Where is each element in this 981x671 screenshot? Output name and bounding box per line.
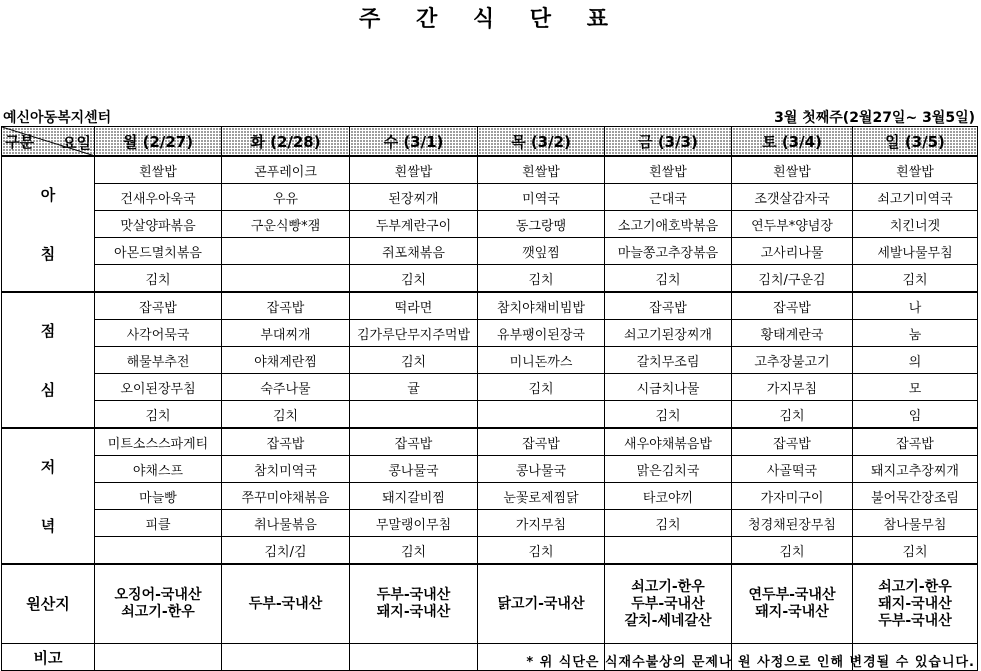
menu-cell: 조갯살감자국 — [732, 184, 853, 211]
origin-line: 돼지-국내산 — [755, 604, 829, 620]
menu-row — [2, 483, 978, 510]
menu-cell: 김치 — [605, 265, 732, 293]
menu-cell: 잡곡밥 — [222, 428, 350, 456]
menu-cell: 참치야채비빔밥 — [478, 292, 605, 320]
menu-cell: 흰쌀밥 — [853, 156, 978, 184]
menu-cell: 오이된장무침 — [95, 374, 222, 401]
menu-row — [2, 510, 978, 537]
menu-cell: 김치 — [95, 401, 222, 429]
origin-line: 돼지-국내산 — [878, 595, 952, 612]
menu-cell — [222, 265, 350, 293]
menu-cell: 야채스프 — [95, 456, 222, 483]
menu-cell: 김치 — [478, 374, 605, 401]
origin-line: 쇠고기-한우 — [121, 604, 195, 620]
origin-label: 원산지 — [2, 564, 95, 644]
weekly-menu-table — [1, 126, 978, 671]
day-header: 월 (2/27) — [95, 127, 222, 157]
meal-label-char: 저 — [40, 458, 56, 476]
menu-cell: 야채계란찜 — [222, 347, 350, 374]
meal-label-char: 침 — [40, 245, 56, 263]
menu-cell: 쇠고기미역국 — [853, 184, 978, 211]
menu-cell: 해물부추전 — [95, 347, 222, 374]
menu-cell: 흰쌀밥 — [95, 156, 222, 184]
menu-cell: 가지무침 — [732, 374, 853, 401]
day-header: 금 (3/3) — [605, 127, 732, 157]
page-title: 주 간 식 단 표 — [359, 7, 622, 32]
note-label: 비고 — [2, 644, 95, 671]
menu-cell: 타코야끼 — [605, 483, 732, 510]
meal-label — [2, 292, 95, 428]
menu-cell: 두부계란구이 — [350, 211, 478, 238]
origin-cell — [605, 564, 732, 644]
menu-cell: 시금치나물 — [605, 374, 732, 401]
menu-cell: 잡곡밥 — [95, 292, 222, 320]
menu-cell: 눔 — [853, 320, 978, 347]
menu-cell: 돼지고추장찌개 — [853, 456, 978, 483]
menu-row — [2, 184, 978, 211]
menu-cell: 잡곡밥 — [605, 292, 732, 320]
menu-cell: 치킨너겟 — [853, 211, 978, 238]
menu-cell: 유부팽이된장국 — [478, 320, 605, 347]
menu-row — [2, 374, 978, 401]
corner-header — [2, 127, 95, 157]
day-header: 목 (3/2) — [478, 127, 605, 157]
menu-cell: 마늘빵 — [95, 483, 222, 510]
menu-cell: 흰쌀밥 — [478, 156, 605, 184]
origin-line: 두부-국내산 — [248, 595, 323, 612]
menu-cell: 갈치무조림 — [605, 347, 732, 374]
menu-cell: 마늘쫑고추장볶음 — [605, 238, 732, 265]
menu-row — [2, 347, 978, 374]
origin-cell — [95, 564, 222, 644]
menu-cell: 콩나물국 — [478, 456, 605, 483]
menu-cell: 깻잎찜 — [478, 238, 605, 265]
origin-cell — [478, 564, 605, 644]
menu-row — [2, 401, 978, 429]
menu-cell: 나 — [853, 292, 978, 320]
menu-cell: 쭈꾸미야채볶음 — [222, 483, 350, 510]
menu-cell: 건새우아욱국 — [95, 184, 222, 211]
note-cell — [95, 644, 222, 671]
menu-cell: 아몬드멸치볶음 — [95, 238, 222, 265]
note-cell — [222, 644, 350, 671]
menu-cell: 흰쌀밥 — [605, 156, 732, 184]
origin-line: 두부-국내산 — [878, 612, 952, 629]
origin-line: 두부-국내산 — [631, 595, 705, 612]
menu-cell: 잡곡밥 — [478, 428, 605, 456]
menu-cell: 부대찌개 — [222, 320, 350, 347]
day-header: 일 (3/5) — [853, 127, 978, 157]
menu-cell: 쥐포채볶음 — [350, 238, 478, 265]
menu-cell: 김치 — [732, 537, 853, 565]
menu-cell: 맑은김치국 — [605, 456, 732, 483]
menu-cell: 가자미구이 — [732, 483, 853, 510]
origin-line: 오징어-국내산 — [114, 587, 202, 603]
day-header: 화 (2/28) — [222, 127, 350, 157]
menu-cell: 우유 — [222, 184, 350, 211]
header-row — [2, 127, 978, 157]
origin-cell — [222, 564, 350, 644]
meal-label — [2, 156, 95, 292]
menu-cell: 김치 — [732, 401, 853, 429]
meal-label-char: 점 — [40, 322, 56, 340]
menu-cell: 미니돈까스 — [478, 347, 605, 374]
menu-cell: 떡라면 — [350, 292, 478, 320]
menu-cell — [222, 238, 350, 265]
meal-label — [2, 428, 95, 564]
menu-cell: 흰쌀밥 — [350, 156, 478, 184]
day-header: 수 (3/1) — [350, 127, 478, 157]
menu-cell: 잡곡밥 — [853, 428, 978, 456]
menu-cell: 잡곡밥 — [732, 428, 853, 456]
menu-cell: 김치 — [853, 265, 978, 293]
menu-cell: 쇠고기된장찌개 — [605, 320, 732, 347]
footnote: * 위 식단은 식재수불상의 문제나 원 사정으로 인해 변경될 수 있습니다. — [526, 655, 975, 670]
menu-cell: 동그랑땡 — [478, 211, 605, 238]
menu-cell: 숙주나물 — [222, 374, 350, 401]
menu-cell: 새우야채볶음밥 — [605, 428, 732, 456]
menu-cell: 취나물볶음 — [222, 510, 350, 537]
menu-cell: 참나물무침 — [853, 510, 978, 537]
menu-cell: 김치 — [222, 401, 350, 429]
origin-line: 쇠고기-한우 — [878, 578, 952, 595]
menu-cell: 잡곡밥 — [350, 428, 478, 456]
menu-cell: 김치 — [605, 401, 732, 429]
meal-label-char: 녁 — [40, 517, 56, 535]
note-cell — [350, 644, 478, 671]
menu-cell: 흰쌀밥 — [732, 156, 853, 184]
menu-cell: 미역국 — [478, 184, 605, 211]
menu-cell: 미트소스스파게티 — [95, 428, 222, 456]
menu-row — [2, 156, 978, 184]
menu-cell: 연두부*양념장 — [732, 211, 853, 238]
origin-cell — [853, 564, 978, 644]
menu-row — [2, 456, 978, 483]
origin-line: 연두부-국내산 — [748, 587, 836, 603]
menu-cell: 김치 — [605, 510, 732, 537]
menu-row — [2, 265, 978, 293]
menu-cell — [478, 401, 605, 429]
menu-cell: 가지무침 — [478, 510, 605, 537]
menu-row — [2, 320, 978, 347]
menu-cell: 눈꽃로제찜닭 — [478, 483, 605, 510]
menu-cell: 임 — [853, 401, 978, 429]
day-header: 토 (3/4) — [732, 127, 853, 157]
menu-cell: 된장찌개 — [350, 184, 478, 211]
menu-cell: 무말랭이무침 — [350, 510, 478, 537]
menu-cell: 청경채된장무침 — [732, 510, 853, 537]
corner-day-label: 요일 — [62, 134, 91, 152]
origin-line: 두부-국내산 — [376, 587, 451, 603]
origin-row — [2, 564, 978, 644]
menu-cell: 사골떡국 — [732, 456, 853, 483]
menu-row — [2, 238, 978, 265]
menu-cell: 김치 — [478, 537, 605, 565]
menu-cell: 의 — [853, 347, 978, 374]
menu-row — [2, 292, 978, 320]
menu-cell: 잡곡밥 — [732, 292, 853, 320]
menu-cell — [95, 537, 222, 565]
menu-cell: 고사리나물 — [732, 238, 853, 265]
menu-cell — [350, 401, 478, 429]
menu-cell: 근대국 — [605, 184, 732, 211]
menu-cell: 김치 — [350, 265, 478, 293]
menu-cell: 잡곡밥 — [222, 292, 350, 320]
menu-row — [2, 211, 978, 238]
week-label: 3월 첫째주(2월27일~ 3월5일) — [774, 110, 975, 126]
menu-cell: 맛살양파볶음 — [95, 211, 222, 238]
menu-cell: 구운식빵*잼 — [222, 211, 350, 238]
menu-cell: 돼지갈비찜 — [350, 483, 478, 510]
menu-cell: 김가루단무지주먹밥 — [350, 320, 478, 347]
menu-cell — [605, 537, 732, 565]
meal-label-char: 아 — [40, 186, 56, 204]
menu-cell: 모 — [853, 374, 978, 401]
menu-cell: 귤 — [350, 374, 478, 401]
menu-row — [2, 537, 978, 565]
origin-line: 갈치-세네갈산 — [624, 612, 712, 629]
menu-cell: 사각어묵국 — [95, 320, 222, 347]
menu-cell: 세발나물무침 — [853, 238, 978, 265]
corner-category-label: 구분 — [5, 133, 34, 151]
menu-cell: 참치미역국 — [222, 456, 350, 483]
menu-cell: 불어묵간장조림 — [853, 483, 978, 510]
origin-line: 돼지-국내산 — [376, 604, 451, 620]
menu-cell: 콩나물국 — [350, 456, 478, 483]
menu-cell: 김치/구운김 — [732, 265, 853, 293]
menu-cell: 김치 — [350, 537, 478, 565]
menu-cell: 김치 — [853, 537, 978, 565]
menu-cell: 김치/김 — [222, 537, 350, 565]
menu-cell: 황태계란국 — [732, 320, 853, 347]
origin-cell — [732, 564, 853, 644]
meal-label-char: 심 — [40, 381, 56, 399]
origin-line: 닭고기-국내산 — [497, 595, 585, 612]
menu-cell: 피클 — [95, 510, 222, 537]
menu-cell: 고추장불고기 — [732, 347, 853, 374]
menu-cell: 콘푸레이크 — [222, 156, 350, 184]
organization-name: 예신아동복지센터 — [3, 110, 112, 126]
origin-cell — [350, 564, 478, 644]
menu-cell: 김치 — [350, 347, 478, 374]
menu-cell: 김치 — [95, 265, 222, 293]
origin-line: 쇠고기-한우 — [631, 578, 705, 595]
menu-cell: 김치 — [478, 265, 605, 293]
menu-row — [2, 428, 978, 456]
menu-cell: 소고기애호박볶음 — [605, 211, 732, 238]
